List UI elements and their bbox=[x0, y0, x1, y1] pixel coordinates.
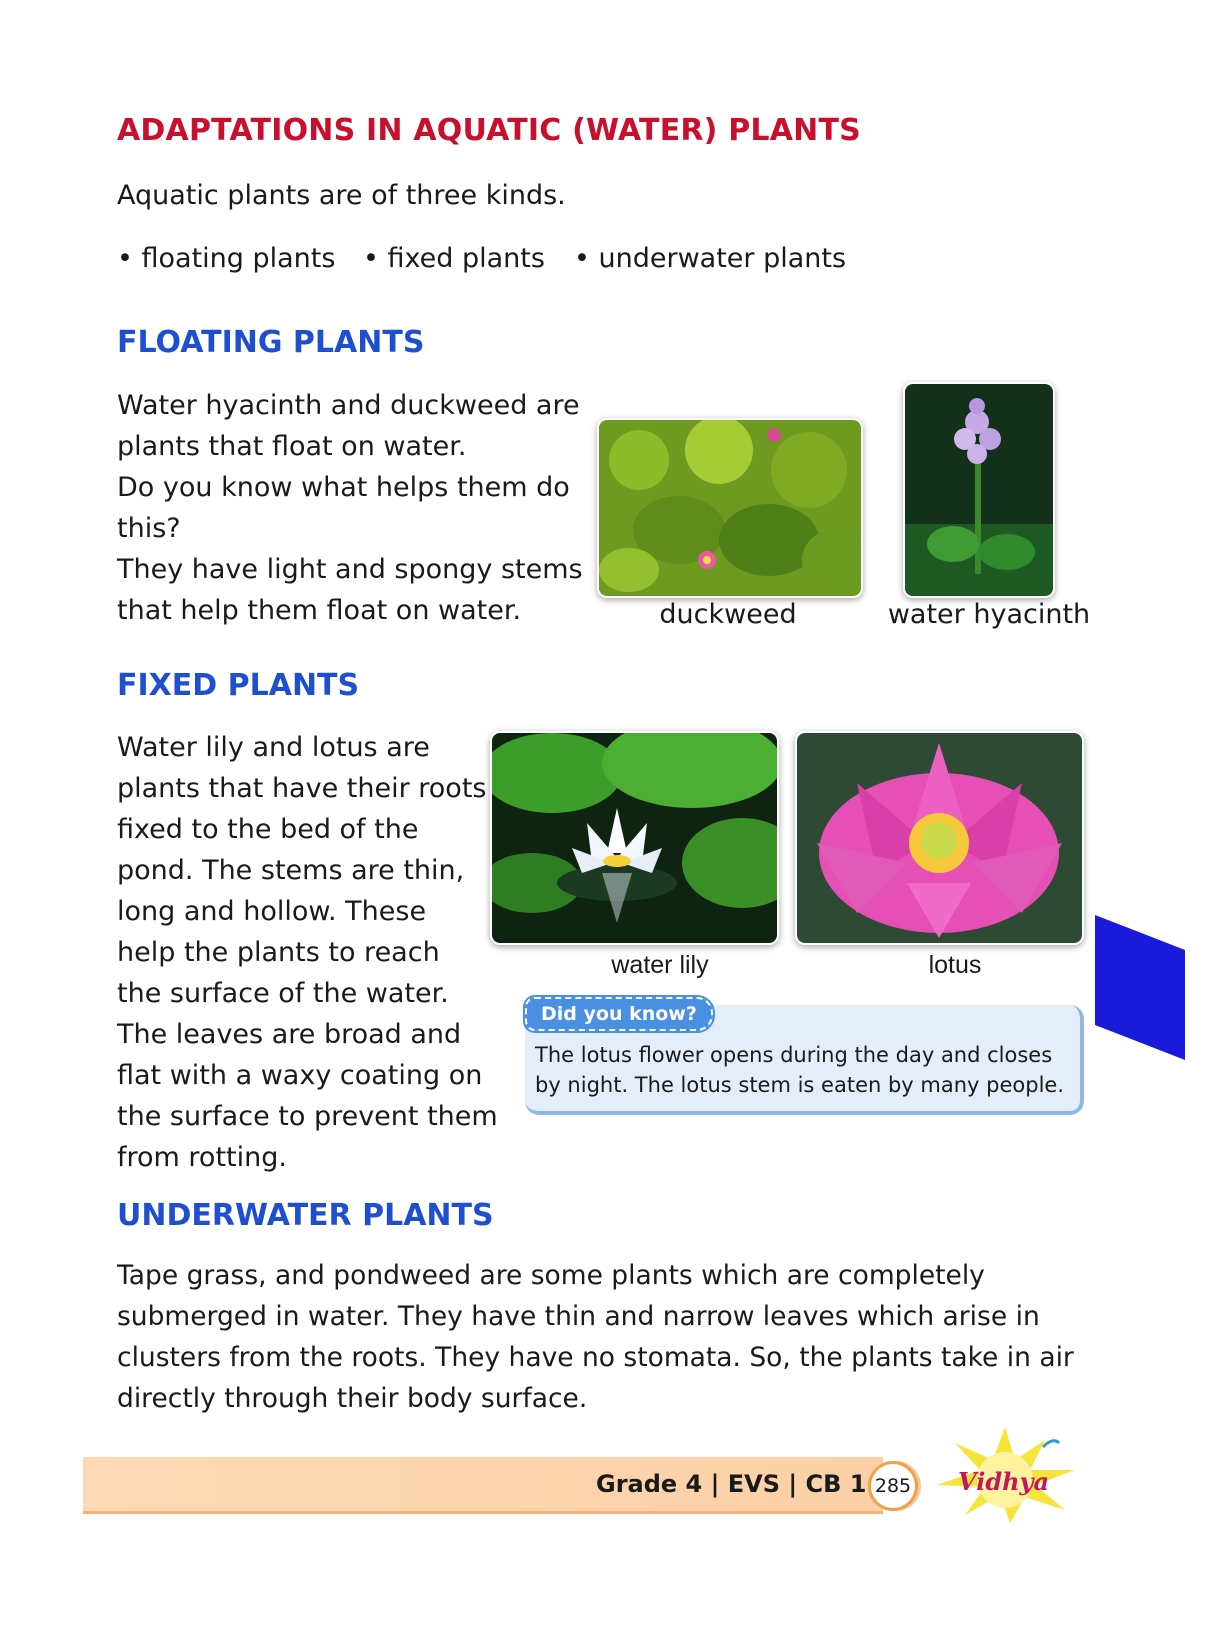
text-line: long and hollow. These bbox=[117, 896, 427, 927]
text-line: from rotting. bbox=[117, 1142, 287, 1173]
duckweed-caption: duckweed bbox=[659, 599, 797, 630]
footer-label: Grade 4 | EVS | CB 1 bbox=[596, 1470, 867, 1498]
kind-item: • fixed plants bbox=[363, 243, 545, 274]
did-you-know-text bbox=[535, 1040, 1075, 1100]
text-line: clusters from the roots. They have no stomata. So, the plants take in air bbox=[117, 1342, 1074, 1373]
section-heading-floating: FLOATING PLANTS bbox=[117, 325, 425, 360]
text-line: Tape grass, and pondweed are some plants which are completely bbox=[117, 1260, 985, 1291]
text-line: this? bbox=[117, 513, 181, 544]
text-line: pond. The stems are thin, bbox=[117, 855, 465, 886]
page-number: 285 bbox=[868, 1461, 918, 1511]
page-title: ADAPTATIONS IN AQUATIC (WATER) PLANTS bbox=[117, 113, 861, 148]
text-line: Water lily and lotus are bbox=[117, 732, 430, 763]
text-line: The lotus flower opens during the day and closes bbox=[535, 1043, 1053, 1067]
text-line: plants that float on water. bbox=[117, 431, 467, 462]
fixed-text bbox=[117, 727, 512, 1178]
underwater-text bbox=[117, 1255, 1117, 1419]
kind-item: • underwater plants bbox=[574, 243, 847, 274]
kinds-list bbox=[117, 243, 846, 274]
text-line: that help them float on water. bbox=[117, 595, 522, 626]
text-line: submerged in water. They have thin and narrow leaves which arise in bbox=[117, 1301, 1040, 1332]
text-line: the surface to prevent them bbox=[117, 1101, 498, 1132]
kind-item: • floating plants bbox=[117, 243, 336, 274]
text-line: by night. The lotus stem is eaten by many people. bbox=[535, 1073, 1065, 1097]
lotus-photo bbox=[795, 731, 1084, 945]
section-heading-fixed: FIXED PLANTS bbox=[117, 668, 360, 703]
duckweed-photo bbox=[597, 418, 863, 598]
text-line: Do you know what helps them do bbox=[117, 472, 570, 503]
water-hyacinth-photo bbox=[903, 382, 1055, 598]
water-hyacinth-caption: water hyacinth bbox=[887, 599, 1091, 630]
text-line: fixed to the bed of the bbox=[117, 814, 419, 845]
brand-name: Vidhya bbox=[958, 1467, 1050, 1496]
water-lily-caption: water lily bbox=[611, 951, 709, 979]
floating-text bbox=[117, 385, 607, 631]
text-line: They have light and spongy stems bbox=[117, 554, 583, 585]
text-line: the surface of the water. bbox=[117, 978, 449, 1009]
brand-logo bbox=[925, 1425, 1085, 1525]
text-line: directly through their body surface. bbox=[117, 1383, 588, 1414]
text-line: help the plants to reach bbox=[117, 937, 440, 968]
text-line: Water hyacinth and duckweed are bbox=[117, 390, 580, 421]
text-line: plants that have their roots bbox=[117, 773, 487, 804]
lotus-caption: lotus bbox=[928, 951, 982, 979]
water-lily-photo bbox=[490, 731, 779, 945]
side-tab bbox=[1095, 915, 1185, 1060]
did-you-know-tag: Did you know? bbox=[525, 997, 713, 1031]
section-heading-underwater: UNDERWATER PLANTS bbox=[117, 1198, 494, 1233]
text-line: The leaves are broad and bbox=[117, 1019, 462, 1050]
text-line: flat with a waxy coating on bbox=[117, 1060, 483, 1091]
intro-text: Aquatic plants are of three kinds. bbox=[117, 180, 566, 211]
